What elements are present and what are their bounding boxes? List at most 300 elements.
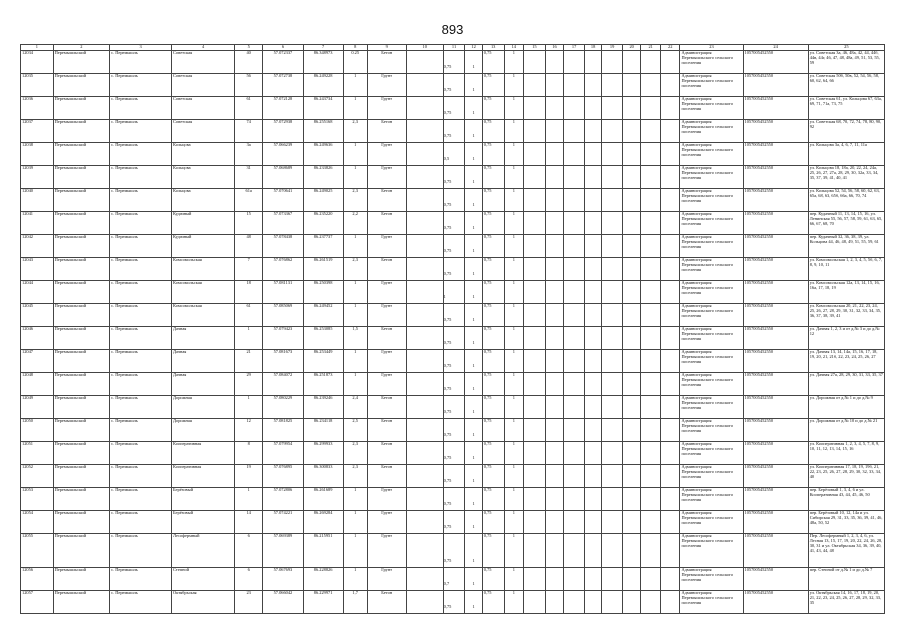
cell-col-22 (660, 568, 680, 591)
cell-col-9: Бетон (367, 465, 406, 488)
cell-col-11 (443, 534, 465, 568)
cell-col-22 (660, 51, 680, 74)
cell-col-12 (465, 212, 482, 235)
table-row (21, 212, 885, 235)
cell-col-5: 56 (235, 74, 263, 97)
cell-col-5: 1 (235, 396, 263, 419)
cell-col-17 (564, 396, 585, 419)
width-value: 0,75 (443, 478, 452, 484)
cell-col-3: с. Перемышль (110, 488, 172, 511)
column-header: 14 (504, 45, 524, 51)
cell-col-21 (641, 534, 661, 568)
cell-col-21 (641, 419, 661, 442)
cell-col-18 (584, 396, 601, 419)
cell-col-17 (564, 258, 585, 281)
cell-col-11 (443, 143, 465, 166)
cell-col-7: 86.234118 (303, 419, 343, 442)
cell-col-6: 57.066239 (263, 143, 303, 166)
cell-col-23: Администрация Перемышльского сельского поселения (680, 591, 743, 614)
cell-col-12 (465, 327, 482, 350)
cell-col-16 (545, 396, 563, 419)
cell-col-13: 0,75 (482, 120, 504, 143)
cell-col-24: 1057005452550 (743, 488, 808, 511)
cell-col-16 (545, 97, 563, 120)
cell-col-17 (564, 120, 585, 143)
cell-col-19 (602, 419, 623, 442)
cell-col-24: 1057005452550 (743, 327, 808, 350)
cell-col-2: Перемышльский (53, 281, 110, 304)
cell-col-21 (641, 189, 661, 212)
cell-col-5: 1 (235, 488, 263, 511)
cell-col-4: Советская (172, 51, 235, 74)
cell-col-24: 1057005452550 (743, 281, 808, 304)
cell-col-2: Перемышльский (53, 534, 110, 568)
count-value: 1 (472, 225, 475, 231)
cell-col-16 (545, 74, 563, 97)
cell-col-5: 19 (235, 465, 263, 488)
cell-col-6: 57.066042 (263, 591, 303, 614)
cell-col-8: 2,5 (343, 419, 367, 442)
count-value: 1 (472, 501, 475, 507)
cell-col-23: Администрация Перемышльского сельского поселения (680, 488, 743, 511)
cell-col-14: 1 (504, 258, 524, 281)
cell-col-4: Октябрьская (172, 591, 235, 614)
cell-col-6: 57.081131 (263, 281, 303, 304)
cell-col-20 (622, 97, 640, 120)
cell-col-17 (564, 534, 585, 568)
cell-col-17 (564, 350, 585, 373)
cell-col-14: 1 (504, 396, 524, 419)
cell-col-1: 12037 (21, 120, 54, 143)
cell-col-25: ул. Дачная 13, 14, 14а, 15, 16, 17, 18, 19, 20, 21, 21б, 22, 23, 24, 25, 26, 27 (808, 350, 884, 373)
cell-col-23: Администрация Перемышльского сельского поселения (680, 396, 743, 419)
cell-col-12 (465, 350, 482, 373)
cell-col-1: 12054 (21, 511, 54, 534)
cell-col-3: с. Перемышль (110, 373, 172, 396)
cell-col-7: 86.249636 (303, 143, 343, 166)
cell-col-11 (443, 51, 465, 74)
cell-col-24: 1057005452550 (743, 396, 808, 419)
cell-col-20 (622, 120, 640, 143)
cell-col-22 (660, 120, 680, 143)
cell-col-5: 23 (235, 591, 263, 614)
width-value: 0,75 (443, 317, 452, 323)
cell-col-10 (406, 350, 443, 373)
cell-col-24: 1057005452550 (743, 568, 808, 591)
cell-col-4: Кудачный (172, 212, 235, 235)
cell-col-11 (443, 327, 465, 350)
cell-col-5: 1 (235, 327, 263, 350)
cell-col-13: 0,75 (482, 419, 504, 442)
cell-col-11 (443, 212, 465, 235)
cell-col-3: с. Перемышль (110, 568, 172, 591)
cell-col-15 (524, 258, 546, 281)
cell-col-16 (545, 281, 563, 304)
cell-col-3: с. Перемышль (110, 465, 172, 488)
cell-col-15 (524, 350, 546, 373)
table-row (21, 350, 885, 373)
cell-col-8: 1 (343, 166, 367, 189)
cell-col-20 (622, 373, 640, 396)
cell-col-15 (524, 189, 546, 212)
cell-col-21 (641, 166, 661, 189)
cell-col-8: 1 (343, 534, 367, 568)
count-value: 1 (472, 455, 475, 461)
cell-col-16 (545, 166, 563, 189)
cell-col-10 (406, 74, 443, 97)
cell-col-15 (524, 442, 546, 465)
cell-col-15 (524, 97, 546, 120)
cell-col-8: 2,3 (343, 189, 367, 212)
cell-col-22 (660, 350, 680, 373)
cell-col-20 (622, 143, 640, 166)
cell-col-17 (564, 327, 585, 350)
count-value: 1 (472, 432, 475, 438)
cell-col-15 (524, 143, 546, 166)
cell-col-24: 1057005452550 (743, 51, 808, 74)
cell-col-24: 1057005452550 (743, 74, 808, 97)
cell-col-25: ул. Советская 68, 70, 72, 74, 78, 80, 90, 92 (808, 120, 884, 143)
cell-col-25: ул. Советская 50б, 50в, 52, 54, 56, 58, 60, 62, 64, 66 (808, 74, 884, 97)
cell-col-24: 1057005452550 (743, 166, 808, 189)
cell-col-23: Администрация Перемышльского сельского поселения (680, 143, 743, 166)
cell-col-18 (584, 51, 601, 74)
cell-col-16 (545, 189, 563, 212)
cell-col-6: 57.072738 (263, 74, 303, 97)
cell-col-10 (406, 373, 443, 396)
cell-col-18 (584, 189, 601, 212)
cell-col-21 (641, 304, 661, 327)
cell-col-25: пер. Степной от д.№ 1 и до д.№ 7 (808, 568, 884, 591)
table-row (21, 568, 885, 591)
cell-col-16 (545, 143, 563, 166)
cell-col-1: 12057 (21, 591, 54, 614)
cell-col-2: Перемышльский (53, 442, 110, 465)
cell-col-16 (545, 534, 563, 568)
cell-col-6: 57.072337 (263, 51, 303, 74)
cell-col-4: Кольцова (172, 143, 235, 166)
cell-col-2: Перемышльский (53, 258, 110, 281)
cell-col-24: 1057005452550 (743, 591, 808, 614)
cell-col-11 (443, 281, 465, 304)
cell-col-9: Грунт (367, 235, 406, 258)
cell-col-19 (602, 373, 623, 396)
cell-col-19 (602, 120, 623, 143)
cell-col-18 (584, 534, 601, 568)
cell-col-19 (602, 143, 623, 166)
column-header: 6 (263, 45, 303, 51)
cell-col-8: 1 (343, 373, 367, 396)
width-value: 0,75 (443, 202, 452, 208)
count-value: 1 (472, 363, 475, 369)
cell-col-16 (545, 488, 563, 511)
cell-col-20 (622, 568, 640, 591)
table-row (21, 51, 885, 74)
cell-col-9: Грунт (367, 373, 406, 396)
cell-col-19 (602, 281, 623, 304)
column-header: 20 (622, 45, 640, 51)
cell-col-17 (564, 212, 585, 235)
column-header: 17 (564, 45, 585, 51)
cell-col-5: 7 (235, 258, 263, 281)
cell-col-24: 1057005452550 (743, 511, 808, 534)
width-value: 0,75 (443, 271, 452, 277)
cell-col-24: 1057005452550 (743, 189, 808, 212)
cell-col-13: 0,75 (482, 534, 504, 568)
cell-col-21 (641, 235, 661, 258)
cell-col-3: с. Перемышль (110, 120, 172, 143)
cell-col-17 (564, 465, 585, 488)
page-number: 893 (441, 22, 464, 37)
cell-col-10 (406, 235, 443, 258)
cell-col-24: 1057005452550 (743, 534, 808, 568)
cell-col-15 (524, 373, 546, 396)
cell-col-2: Перемышльский (53, 235, 110, 258)
cell-col-17 (564, 51, 585, 74)
cell-col-16 (545, 51, 563, 74)
table-row (21, 396, 885, 419)
width-value: 0,75 (443, 455, 452, 461)
cell-col-14: 1 (504, 419, 524, 442)
cell-col-7: 86.299933 (303, 442, 343, 465)
cell-col-12 (465, 120, 482, 143)
count-value: 1 (472, 409, 475, 415)
cell-col-4: Берёзовый (172, 511, 235, 534)
cell-col-8: 1 (343, 350, 367, 373)
width-value: 0,75 (443, 340, 452, 346)
cell-col-15 (524, 281, 546, 304)
cell-col-13: 0,75 (482, 373, 504, 396)
table-row (21, 258, 885, 281)
cell-col-13: 0,75 (482, 396, 504, 419)
cell-col-17 (564, 373, 585, 396)
cell-col-22 (660, 304, 680, 327)
cell-col-20 (622, 258, 640, 281)
cell-col-13: 0,75 (482, 304, 504, 327)
table-row (21, 74, 885, 97)
cell-col-2: Перемышльский (53, 511, 110, 534)
column-header: 10 (406, 45, 443, 51)
cell-col-7: 86.300833 (303, 465, 343, 488)
cell-col-9: Бетон (367, 442, 406, 465)
cell-col-21 (641, 350, 661, 373)
cell-col-11 (443, 511, 465, 534)
column-header: 11 (443, 45, 465, 51)
cell-col-14: 1 (504, 465, 524, 488)
cell-col-4: Комсомольская (172, 281, 235, 304)
cell-col-25: ул. Кооперативная 1, 2, 3, 4, 5, 7, 8, 9, 10, 11, 12, 13, 14, 15, 16 (808, 442, 884, 465)
table-row (21, 327, 885, 350)
cell-col-12 (465, 143, 482, 166)
cell-col-5: 61а (235, 189, 263, 212)
cell-col-18 (584, 166, 601, 189)
cell-col-13: 0,75 (482, 74, 504, 97)
cell-col-10 (406, 281, 443, 304)
cell-col-13: 0,75 (482, 258, 504, 281)
cell-col-4: Берёзовый (172, 488, 235, 511)
cell-col-10 (406, 189, 443, 212)
cell-col-19 (602, 350, 623, 373)
width-value: 0,75 (443, 225, 452, 231)
cell-col-6: 57.076895 (263, 465, 303, 488)
cell-col-20 (622, 396, 640, 419)
cell-col-6: 57.081673 (263, 350, 303, 373)
cell-col-8: 2,3 (343, 442, 367, 465)
cell-col-1: 12034 (21, 51, 54, 74)
count-value: 1 (472, 271, 475, 277)
cell-col-5: 40 (235, 51, 263, 74)
cell-col-22 (660, 511, 680, 534)
cell-col-17 (564, 568, 585, 591)
table-row (21, 189, 885, 212)
cell-col-11 (443, 304, 465, 327)
cell-col-9: Бетон (367, 419, 406, 442)
cell-col-14: 1 (504, 51, 524, 74)
cell-col-3: с. Перемышль (110, 511, 172, 534)
width-value: 0,75 (443, 363, 452, 369)
column-header: 5 (235, 45, 263, 51)
cell-col-23: Администрация Перемышльского сельского поселения (680, 258, 743, 281)
cell-col-10 (406, 304, 443, 327)
cell-col-19 (602, 442, 623, 465)
cell-col-21 (641, 74, 661, 97)
cell-col-10 (406, 396, 443, 419)
cell-col-18 (584, 488, 601, 511)
cell-col-5: 21 (235, 350, 263, 373)
cell-col-25: пер. Берёзовый 10, 12, 14а и ул. Сибирская 29, 31, 33, 35, 36, 39, 41, 46, 48а, 50, 52 (808, 511, 884, 534)
cell-col-18 (584, 350, 601, 373)
cell-col-16 (545, 258, 563, 281)
cell-col-20 (622, 511, 640, 534)
cell-col-19 (602, 591, 623, 614)
cell-col-3: с. Перемышль (110, 281, 172, 304)
cell-col-20 (622, 350, 640, 373)
cell-col-18 (584, 281, 601, 304)
cell-col-15 (524, 396, 546, 419)
cell-col-16 (545, 568, 563, 591)
cell-col-22 (660, 212, 680, 235)
width-value: 0,75 (443, 64, 452, 70)
cell-col-23: Администрация Перемышльского сельского поселения (680, 534, 743, 568)
cell-col-13: 0,75 (482, 350, 504, 373)
cell-col-23: Администрация Перемышльского сельского поселения (680, 568, 743, 591)
cell-col-8: 1 (343, 488, 367, 511)
cell-col-14: 1 (504, 143, 524, 166)
cell-col-13: 0,75 (482, 591, 504, 614)
cell-col-18 (584, 143, 601, 166)
column-header: 4 (172, 45, 235, 51)
column-header: 12 (465, 45, 482, 51)
width-value: 0,75 (443, 558, 452, 564)
cell-col-22 (660, 189, 680, 212)
cell-col-20 (622, 591, 640, 614)
cell-col-4: Дорожная (172, 396, 235, 419)
cell-col-14: 1 (504, 97, 524, 120)
cell-col-12 (465, 258, 482, 281)
column-header: 1 (21, 45, 54, 51)
cell-col-4: Кудачный (172, 235, 235, 258)
count-value: 1 (472, 110, 475, 116)
cell-col-7: 86.243734 (303, 97, 343, 120)
cell-col-13: 0,75 (482, 442, 504, 465)
cell-col-2: Перемышльский (53, 350, 110, 373)
cell-col-24: 1057005452550 (743, 258, 808, 281)
cell-col-12 (465, 568, 482, 591)
count-value: 1 (472, 87, 475, 93)
cell-col-22 (660, 166, 680, 189)
cell-col-17 (564, 488, 585, 511)
cell-col-15 (524, 51, 546, 74)
cell-col-7: 86.251873 (303, 373, 343, 396)
cell-col-13: 0,75 (482, 327, 504, 350)
cell-col-14: 1 (504, 74, 524, 97)
cell-col-1: 12041 (21, 212, 54, 235)
cell-col-21 (641, 51, 661, 74)
cell-col-18 (584, 419, 601, 442)
cell-col-17 (564, 281, 585, 304)
cell-col-2: Перемышльский (53, 465, 110, 488)
table-row (21, 281, 885, 304)
cell-col-22 (660, 373, 680, 396)
cell-col-19 (602, 51, 623, 74)
cell-col-12 (465, 442, 482, 465)
cell-col-25: пер. Кудачный 11, 13, 14, 15, 16, ул. Ленинская 55, 56, 57, 58, 59, 61, 63, 65, 66, 67, 68, 70 (808, 212, 884, 235)
cell-col-4: Дачная (172, 350, 235, 373)
cell-col-2: Перемышльский (53, 568, 110, 591)
table-row (21, 465, 885, 488)
cell-col-2: Перемышльский (53, 212, 110, 235)
cell-col-1: 12049 (21, 396, 54, 419)
cell-col-20 (622, 166, 640, 189)
count-value: 1 (472, 156, 475, 162)
cell-col-1: 12056 (21, 568, 54, 591)
cell-col-12 (465, 488, 482, 511)
cell-col-20 (622, 74, 640, 97)
cell-col-12 (465, 74, 482, 97)
cell-col-9: Грунт (367, 534, 406, 568)
cell-col-10 (406, 591, 443, 614)
cell-col-6: 57.072806 (263, 488, 303, 511)
cell-col-16 (545, 350, 563, 373)
table-row (21, 304, 885, 327)
cell-col-5: 61 (235, 304, 263, 327)
column-header: 25 (808, 45, 884, 51)
column-header: 8 (343, 45, 367, 51)
cell-col-15 (524, 534, 546, 568)
cell-col-3: с. Перемышль (110, 419, 172, 442)
cell-col-25: ул. Кооперативная 17, 18, 19, 19б, 21, 22, 23, 25, 26, 27, 28, 29, 30, 32, 33, 34, 40 (808, 465, 884, 488)
cell-col-24: 1057005452550 (743, 373, 808, 396)
cell-col-18 (584, 568, 601, 591)
cell-col-3: с. Перемышль (110, 534, 172, 568)
count-value: 1 (472, 558, 475, 564)
cell-col-23: Администрация Перемышльского сельского поселения (680, 166, 743, 189)
cell-col-17 (564, 74, 585, 97)
cell-col-14: 1 (504, 488, 524, 511)
cell-col-22 (660, 143, 680, 166)
cell-col-10 (406, 258, 443, 281)
count-value: 1 (472, 524, 475, 530)
cell-col-8: 2,2 (343, 212, 367, 235)
cell-col-23: Администрация Перемышльского сельского поселения (680, 327, 743, 350)
cell-col-19 (602, 327, 623, 350)
width-value: 0,75 (443, 524, 452, 530)
cell-col-13: 0,75 (482, 166, 504, 189)
count-value: 1 (472, 581, 475, 587)
cell-col-10 (406, 212, 443, 235)
cell-col-19 (602, 304, 623, 327)
cell-col-10 (406, 534, 443, 568)
